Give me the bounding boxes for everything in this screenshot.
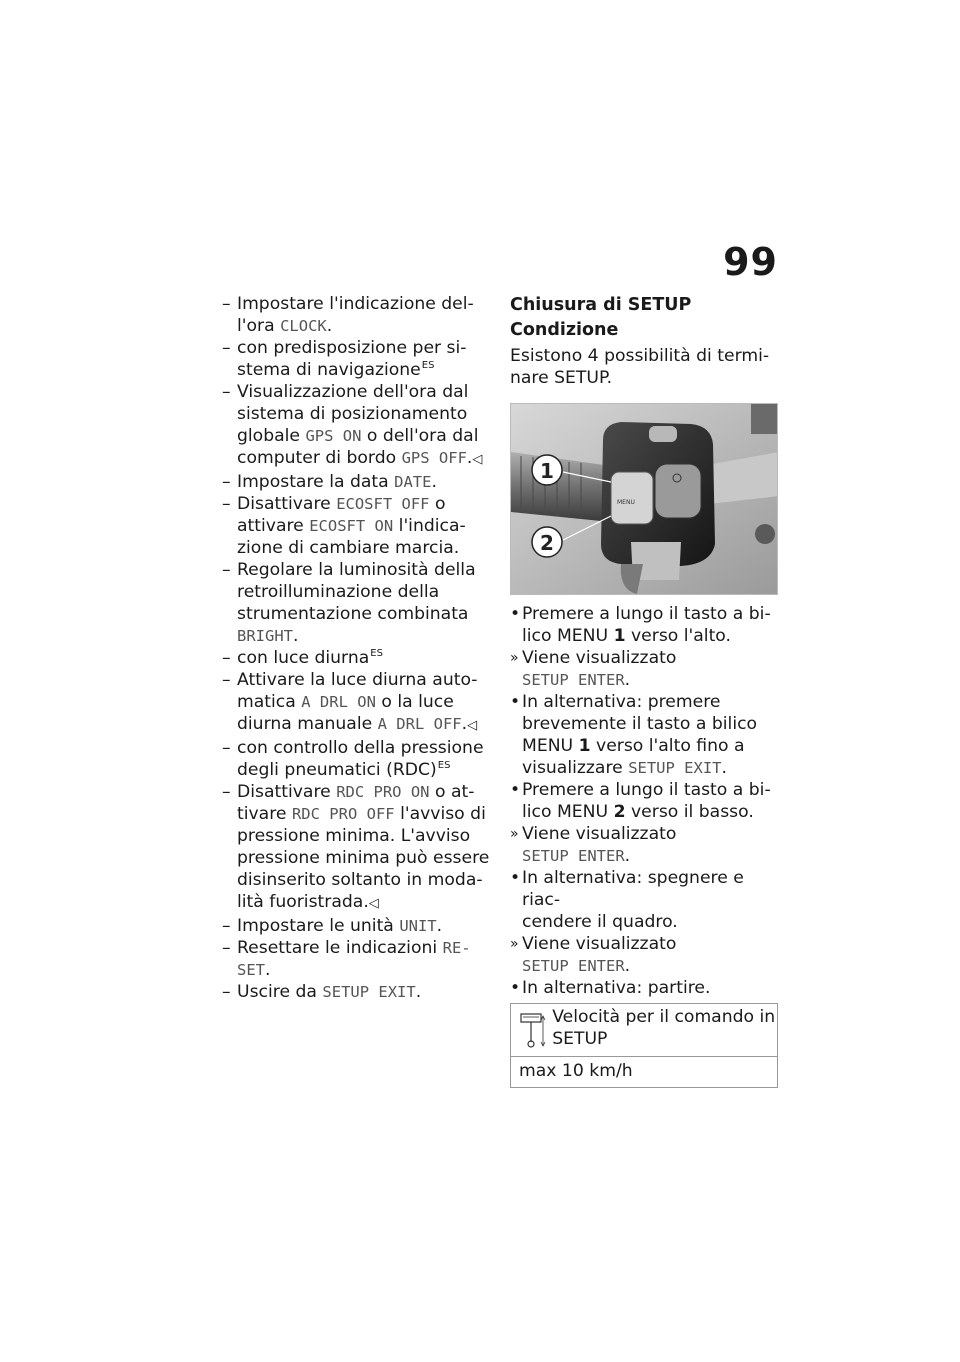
- section-heading: Chiusura di SETUP: [510, 295, 692, 315]
- list-item: – Disattivare ECOSFT OFF o attivare ECOSFT ON l'indica- zione di cambiare marcia.: [222, 494, 466, 558]
- display-code: SETUP EXIT: [322, 983, 416, 1001]
- special-equipment-mark: ES: [421, 360, 435, 372]
- spec-value: max 10 km/h: [519, 1061, 633, 1081]
- action-item: • In alternativa: premere brevemente il tasto a bilico MENU 1 verso l'alto fino a visualizzare SETUP EXIT.: [510, 692, 758, 778]
- display-code: DATE: [394, 473, 432, 491]
- dash-marker: –: [222, 338, 231, 358]
- action-item: • Premere a lungo il tasto a bi- lico MENU 2 verso il basso.: [510, 780, 771, 822]
- rocker-number: 2: [613, 802, 626, 822]
- display-code: SETUP ENTER: [522, 671, 625, 689]
- condition-heading: Condizione: [510, 320, 619, 340]
- result-marker: »: [510, 936, 519, 952]
- list-item: – Disattivare RDC PRO ON o at- tivare RDC PRO OFF l'avviso di pressione minima. L'avviso pressione minima può essere disinserito soltanto in moda- lità fuoristrada.◁: [222, 782, 490, 912]
- display-code: SETUP ENTER: [522, 847, 625, 865]
- display-code: ECOSFT OFF: [336, 495, 430, 513]
- dash-marker: –: [222, 382, 231, 402]
- display-code: A DRL ON: [301, 693, 376, 711]
- dash-marker: –: [222, 494, 231, 514]
- display-code: RE- SET: [237, 939, 471, 979]
- list-item: – Visualizzazione dell'ora dal sistema di posizionamento globale GPS ON o dell'ora dal computer di bordo GPS OFF.◁: [222, 382, 483, 468]
- result-marker: »: [510, 650, 519, 666]
- list-item: – con controllo della pressione degli pneumatici (RDC)$^{ES}$: [222, 738, 484, 780]
- left-column: [222, 293, 490, 1003]
- list-item: – con predisposizione per si- stema di navigazione$^{ES}$: [222, 338, 467, 380]
- bullet-marker: •: [510, 692, 521, 712]
- steps-list: [510, 603, 780, 999]
- list-item: – Attivare la luce diurna auto- matica A DRL ON o la luce diurna manuale A DRL OFF.◁: [222, 670, 478, 734]
- list-item: – con luce diurna$^{ES}$: [222, 648, 383, 668]
- display-code: ECOSFT ON: [309, 517, 394, 535]
- dash-marker: –: [222, 738, 231, 758]
- dash-marker: –: [222, 472, 231, 492]
- handlebar-switch-figure: [510, 403, 778, 595]
- display-code: RDC PRO OFF: [291, 805, 395, 823]
- spec-table: [510, 1003, 778, 1088]
- display-code: SETUP ENTER: [522, 957, 625, 975]
- display-code: A DRL OFF: [377, 715, 462, 733]
- dash-marker: –: [222, 916, 231, 936]
- speed-limit-icon: [511, 1004, 552, 1056]
- action-item: • Premere a lungo il tasto a bi- lico MENU 1 verso l'alto.: [510, 604, 771, 646]
- intro-paragraph: Esistono 4 possibilità di termi- nare SETUP.: [510, 346, 770, 388]
- dash-marker: –: [222, 782, 231, 802]
- display-code: CLOCK: [280, 317, 327, 335]
- display-code: UNIT: [399, 917, 437, 935]
- right-column: [510, 293, 780, 1088]
- dash-marker: –: [222, 294, 231, 314]
- display-code: SETUP EXIT: [628, 759, 722, 777]
- special-equipment-mark: ES: [370, 648, 383, 660]
- result-item: » Viene visualizzato SETUP ENTER.: [510, 824, 677, 866]
- action-item: • In alternativa: partire.: [510, 978, 711, 998]
- result-item: » Viene visualizzato SETUP ENTER.: [510, 648, 677, 690]
- list-item: – Uscire da SETUP EXIT.: [222, 982, 422, 1002]
- end-of-section-icon: ◁: [467, 718, 478, 733]
- bullet-marker: •: [510, 978, 521, 998]
- list-item: – Impostare le unità UNIT.: [222, 916, 443, 936]
- list-item: – Impostare la data DATE.: [222, 472, 437, 492]
- menu-label: MENU: [617, 499, 635, 506]
- display-code: GPS OFF: [401, 449, 467, 467]
- end-of-section-icon: ◁: [368, 896, 379, 911]
- dash-marker: –: [222, 938, 231, 958]
- dash-marker: –: [222, 982, 231, 1002]
- callout-1: 1: [540, 459, 554, 483]
- rocker-number: 1: [578, 736, 591, 756]
- spec-title: Velocità per il comando in SETUP: [552, 1007, 776, 1049]
- display-code: GPS ON: [305, 427, 362, 445]
- spec-header: [511, 1004, 777, 1057]
- list-item: – Resettare le indicazioni RE- SET.: [222, 938, 471, 980]
- special-equipment-mark: ES: [437, 760, 451, 772]
- result-marker: »: [510, 826, 519, 842]
- list-item: – Regolare la luminosità della retroilluminazione della strumentazione combinata BRIGHT.: [222, 560, 476, 646]
- list-item: – Impostare l'indicazione del- l'ora CLOCK.: [222, 294, 474, 336]
- callout-2: 2: [540, 531, 554, 555]
- dash-marker: –: [222, 648, 231, 668]
- bullet-marker: •: [510, 868, 521, 888]
- result-item: » Viene visualizzato SETUP ENTER.: [510, 934, 677, 976]
- bullet-marker: •: [510, 604, 521, 624]
- dash-marker: –: [222, 670, 231, 690]
- dash-marker: –: [222, 560, 231, 580]
- display-code: BRIGHT: [237, 627, 293, 645]
- page-number: 99: [723, 240, 778, 284]
- end-of-section-icon: ◁: [472, 452, 483, 467]
- display-code: RDC PRO ON: [336, 783, 430, 801]
- rocker-number: 1: [613, 626, 626, 646]
- action-item: • In alternativa: spegnere e riac- cendere il quadro.: [510, 868, 744, 932]
- bullet-marker: •: [510, 780, 521, 800]
